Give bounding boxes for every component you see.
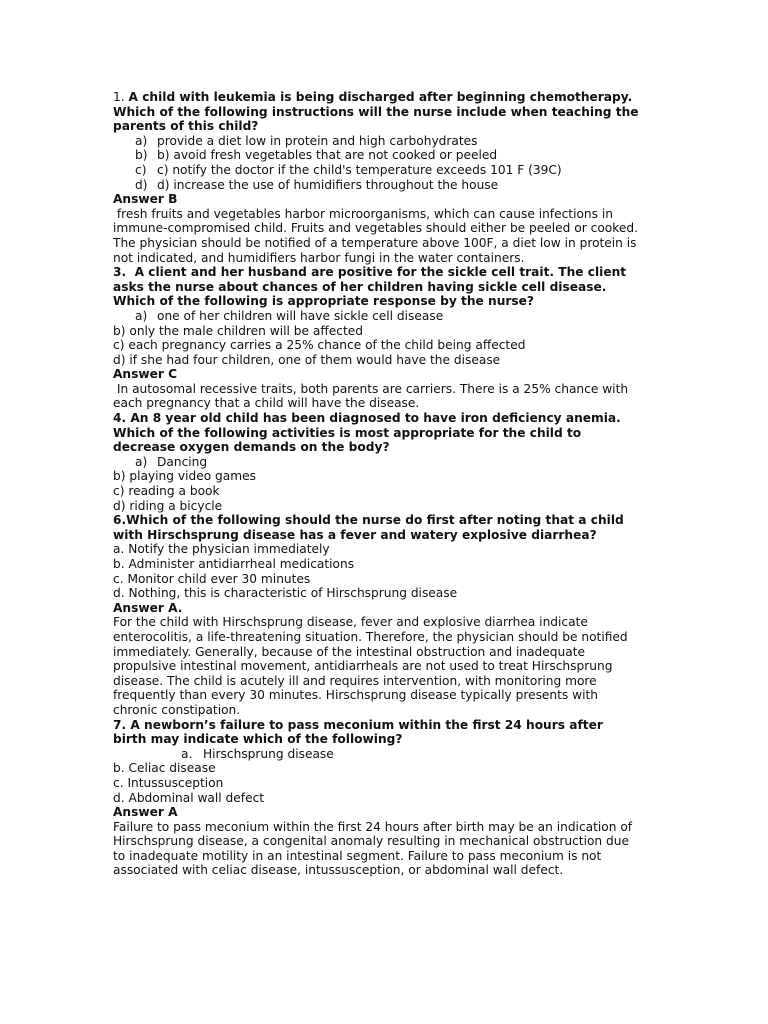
option-c bbox=[113, 163, 658, 178]
question-1-line-1 bbox=[113, 90, 658, 105]
option-b: b) playing video games bbox=[113, 469, 256, 484]
document-page bbox=[113, 90, 658, 878]
rationale-line: The physician should be notified of a temperature above 100F, a diet low in protein is bbox=[113, 235, 637, 250]
option-a bbox=[113, 134, 658, 149]
question-7-line-1: 7. A newborn’s failure to pass meconium within the first 24 hours after bbox=[113, 717, 603, 732]
question-1-line-3: parents of this child? bbox=[113, 119, 259, 134]
question-4-line-1: 4. An 8 year old child has been diagnosed to have iron deficiency anemia. bbox=[113, 411, 621, 426]
question-7-answer: Answer A bbox=[113, 805, 178, 820]
question-1-text: A child with leukemia is being discharged after beginning chemotherapy. bbox=[128, 90, 633, 104]
question-6-rationale bbox=[113, 615, 658, 717]
question-6-line-1: 6.Which of the following should the nurse do first after noting that a child bbox=[113, 513, 624, 528]
question-3 bbox=[113, 265, 658, 411]
rationale-line: fresh fruits and vegetables harbor microorganisms, which can cause infections in bbox=[113, 206, 613, 221]
option-c: c. Intussusception bbox=[113, 775, 224, 790]
option-text: Dancing bbox=[157, 454, 208, 469]
option-marker: a) bbox=[135, 133, 148, 148]
question-3-line-2: asks the nurse about chances of her children having sickle cell disease. bbox=[113, 279, 607, 294]
question-6-answer: Answer A. bbox=[113, 600, 183, 615]
option-d: d. Abdominal wall defect bbox=[113, 790, 265, 805]
question-3-answer: Answer C bbox=[113, 367, 178, 382]
option-b bbox=[113, 148, 658, 163]
question-4 bbox=[113, 411, 658, 513]
question-7 bbox=[113, 718, 658, 879]
rationale-line: chronic constipation. bbox=[113, 702, 241, 717]
question-3-line-1: 3. A client and her husband are positive for the sickle cell trait. The client bbox=[113, 265, 627, 280]
rationale-line: associated with celiac disease, intussusception, or abdominal wall defect. bbox=[113, 863, 564, 878]
option-marker: a) bbox=[135, 308, 148, 323]
question-6-line-2: with Hirschsprung disease has a fever and watery explosive diarrhea? bbox=[113, 527, 597, 542]
option-marker: b) bbox=[135, 148, 148, 163]
rationale-line: not indicated, and humidifiers harbor fungi in the water containers. bbox=[113, 250, 525, 265]
rationale-line: immune-compromised child. Fruits and vegetables should either be peeled or cooked. bbox=[113, 221, 638, 236]
option-b: b. Administer antidiarrheal medications bbox=[113, 557, 355, 571]
option-marker: d) bbox=[135, 177, 148, 192]
question-6 bbox=[113, 513, 658, 717]
option-d: d) if she had four children, one of them would have the disease bbox=[113, 352, 501, 367]
question-3-line-3: Which of the following is appropriate response by the nurse? bbox=[113, 294, 534, 309]
option-a: a. Notify the physician immediately bbox=[113, 542, 330, 557]
rationale-line: Hirschsprung disease, a congenital anomaly resulting in mechanical obstruction due bbox=[113, 834, 629, 849]
option-text: b) avoid fresh vegetables that are not cooked or peeled bbox=[157, 148, 498, 163]
option-text: one of her children will have sickle cell disease bbox=[157, 308, 444, 323]
rationale-line: frequently than every 30 minutes. Hirschsprung disease typically presents with bbox=[113, 688, 599, 703]
rationale-line: propulsive intestinal movement, antidiarrheals are not used to treat Hirschsprung bbox=[113, 659, 613, 674]
question-7-rationale bbox=[113, 820, 658, 878]
rationale-line: In autosomal recessive traits, both parents are carriers. There is a 25% chance with bbox=[113, 381, 629, 396]
rationale-line: Failure to pass meconium within the first 24 hours after birth may be an indication of bbox=[113, 819, 633, 834]
question-1 bbox=[113, 90, 658, 265]
option-a bbox=[113, 747, 658, 762]
option-a bbox=[113, 309, 658, 324]
question-1-answer: Answer B bbox=[113, 192, 178, 207]
option-b: b. Celiac disease bbox=[113, 761, 216, 776]
option-c: c) reading a book bbox=[113, 484, 220, 499]
question-1-number: 1. bbox=[113, 90, 125, 104]
rationale-line: For the child with Hirschsprung disease, fever and explosive diarrhea indicate bbox=[113, 615, 588, 630]
option-c: c) each pregnancy carries a 25% chance of the child being affected bbox=[113, 338, 526, 353]
option-b: b) only the male children will be affected bbox=[113, 323, 363, 338]
option-marker: a) bbox=[135, 454, 148, 469]
rationale-line: disease. The child is acutely ill and requires intervention, with monitoring more bbox=[113, 673, 597, 688]
option-d bbox=[113, 178, 658, 193]
question-1-options bbox=[113, 134, 658, 192]
rationale-line: enterocolitis, a life-threatening situation. Therefore, the physician should be notified bbox=[113, 629, 628, 644]
option-text: d) increase the use of humidifiers throughout the house bbox=[157, 177, 499, 192]
question-7-line-2: birth may indicate which of the following? bbox=[113, 732, 403, 747]
rationale-line: immediately. Generally, because of the intestinal obstruction and inadequate bbox=[113, 644, 585, 659]
option-a bbox=[113, 455, 658, 470]
question-1-rationale bbox=[113, 207, 658, 265]
question-3-rationale bbox=[113, 382, 658, 411]
option-d: d) riding a bicycle bbox=[113, 498, 223, 513]
option-text: c) notify the doctor if the child's temperature exceeds 101 F (39C) bbox=[157, 162, 562, 177]
option-text: provide a diet low in protein and high carbohydrates bbox=[157, 133, 478, 148]
option-marker: c) bbox=[135, 162, 147, 177]
question-1-line-2: Which of the following instructions will the nurse include when teaching the bbox=[113, 104, 639, 119]
option-marker: a. bbox=[181, 746, 193, 761]
option-c: c. Monitor child ever 30 minutes bbox=[113, 571, 311, 586]
rationale-line: to inadequate motility in an intestinal segment. Failure to pass meconium is not bbox=[113, 848, 602, 863]
rationale-line: each pregnancy that a child will have the disease. bbox=[113, 396, 420, 411]
option-d: d. Nothing, this is characteristic of Hirschsprung disease bbox=[113, 586, 458, 601]
question-4-line-3: decrease oxygen demands on the body? bbox=[113, 440, 390, 455]
question-4-line-2: Which of the following activities is most appropriate for the child to bbox=[113, 425, 582, 440]
option-text: Hirschsprung disease bbox=[203, 746, 334, 761]
